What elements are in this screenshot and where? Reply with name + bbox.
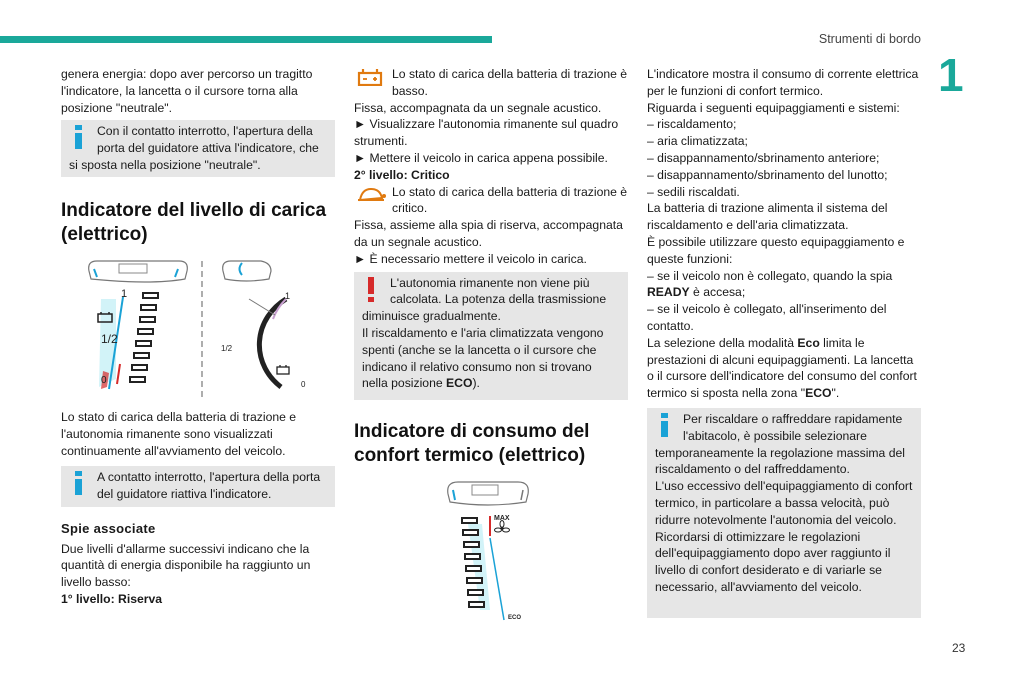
info-note-3-text-b: L'uso eccessivo dell'equipaggiamento di confort termico, in particolare a bassa velocità, può ridurre notevolmente l'autonomia del veicolo. bbox=[655, 479, 913, 527]
low-charge-p2: ► Visualizzare l'autonomia rimanente sul quadro strumenti. bbox=[354, 117, 619, 149]
heading-thermal-comfort: Indicatore di consumo del confort termico (elettrico) bbox=[354, 420, 590, 466]
warning-note-text-b-post: ). bbox=[472, 376, 480, 391]
ready-label: READY bbox=[647, 285, 690, 300]
warning-note-text-a: L'autonomia rimanente non viene più calcolata. La potenza della trasmissione diminuisce gradualmente. bbox=[362, 275, 607, 324]
thermal-p3: La batteria di trazione alimenta il sistema del riscaldamento e dell'aria climatizzata. bbox=[647, 201, 888, 233]
heading-charge-level: Indicatore del livello di carica (elettrico) bbox=[61, 200, 327, 246]
low-charge-item: Lo stato di carica della batteria di trazione è basso. bbox=[354, 66, 628, 100]
info-note-3 bbox=[647, 408, 921, 618]
list-item: – disappannamento/sbrinamento del lunotto; bbox=[647, 167, 888, 182]
thermal-p2: Riguarda i seguenti equipaggiamenti e sistemi: bbox=[647, 100, 900, 115]
thermal-p7: La selezione della modalità Eco limita le prestazioni di alcuni equipaggiamenti. La lancetta o il cursore dell'indicatore del consumo del confort termico si sposta nella zona "ECO". bbox=[647, 335, 917, 401]
critical-p5: ► È necessario mettere il veicolo in carica. bbox=[354, 251, 587, 266]
list-item: – sedili riscaldati. bbox=[647, 184, 740, 199]
battery-icon-right bbox=[277, 365, 289, 374]
charge-level-figure bbox=[61, 259, 335, 405]
label-one-right: 1 bbox=[285, 291, 291, 302]
low-charge-p1: Fissa, accompagnata da un segnale acustico. bbox=[354, 100, 602, 115]
info-note-1-text: Con il contatto interrotto, l'apertura della porta del guidatore attiva l'indicatore, che si sposta nella posizione "neutrale". bbox=[69, 124, 319, 172]
charge-level-paragraph: Lo stato di carica della batteria di trazione e l'autonomia rimanente sono visualizzati continuamente all'avviamento del veicolo. bbox=[61, 410, 297, 458]
level-2-label: 2° livello: Critico bbox=[354, 167, 450, 182]
section-title: Strumenti di bordo bbox=[818, 32, 921, 46]
heading-associated-lights: Spie associate bbox=[61, 520, 156, 536]
critical-p4: Fissa, assieme alla spia di riserva, accompagnata da un segnale acustico. bbox=[354, 218, 623, 249]
thermal-p5: – se il veicolo non è collegato, quando la spia READY è accesa; bbox=[647, 268, 893, 300]
warning-note-text-b-pre: Il riscaldamento e l'aria climatizzata vengono spenti (anche se la lancetta o il cursore che indicano il relativo consumo non si trovano nella posizione bbox=[362, 325, 604, 391]
info-note-3-text-c: Ricordarsi di ottimizzare le regolazioni dell'equipaggiamento dopo aver raggiunto il livello di confort desiderato e di variarle se necessario, all'avviamento del veicolo. bbox=[655, 529, 891, 594]
eco-mode-label: Eco bbox=[797, 335, 820, 350]
warning-icon bbox=[366, 277, 376, 301]
thermal-p4: È possibile utilizzare questo equipaggiamento e queste funzioni: bbox=[647, 234, 905, 266]
thermal-comfort-figure bbox=[354, 480, 628, 630]
info-icon bbox=[73, 125, 83, 149]
column-3 bbox=[647, 66, 921, 618]
info-note-2 bbox=[61, 466, 335, 507]
fan-icon bbox=[495, 520, 510, 532]
label-eco: ECO bbox=[508, 614, 522, 621]
label-half-right: 1/2 bbox=[221, 344, 233, 354]
eco-zone-label: ECO bbox=[805, 386, 832, 401]
page-number: 23 bbox=[952, 641, 966, 655]
info-note-2-text: A contatto interrotto, l'apertura della porta del guidatore riattiva l'indicatore. bbox=[97, 469, 321, 501]
list-item: – disappannamento/sbrinamento anteriore; bbox=[647, 150, 880, 165]
column-2 bbox=[354, 66, 628, 630]
warning-note-eco: ECO bbox=[446, 376, 473, 391]
critical-charge-item: Lo stato di carica della batteria di trazione è critico. bbox=[354, 184, 628, 218]
warning-note bbox=[354, 272, 628, 400]
chapter-number: 1 bbox=[938, 49, 964, 101]
intro-paragraph: genera energia: dopo aver percorso un tragitto l'indicatore, la lancetta o il cursore torna alla posizione "neutrale". bbox=[61, 67, 313, 115]
turtle-icon bbox=[356, 186, 386, 204]
list-item: – aria climatizzata; bbox=[647, 134, 748, 149]
battery-warning-icon bbox=[356, 68, 386, 86]
label-zero-left: 0 bbox=[101, 375, 107, 387]
thermal-p1: L'indicatore mostra il consumo di corrente elettrica per le funzioni di confort termico. bbox=[647, 67, 919, 98]
level-1-label: 1° livello: Riserva bbox=[61, 591, 163, 606]
info-icon bbox=[73, 471, 83, 495]
label-one-left: 1 bbox=[121, 288, 128, 301]
label-half-left: 1/2 bbox=[101, 332, 118, 347]
charge-gauge-illustration bbox=[61, 259, 335, 405]
label-zero-right: 0 bbox=[301, 380, 306, 390]
thermal-cluster-icon bbox=[448, 482, 529, 505]
thermal-p6: – se il veicolo è collegato, all'inserimento del contatto. bbox=[647, 302, 887, 333]
label-max: MAX bbox=[494, 514, 510, 522]
thermal-gauge-illustration bbox=[354, 480, 628, 630]
info-note-1 bbox=[61, 120, 335, 177]
low-charge-p3: ► Mettere il veicolo in carica appena possibile. bbox=[354, 150, 608, 165]
alarm-levels-paragraph: Due livelli d'allarme successivi indicano che la quantità di energia disponibile ha raggiunto un livello basso: bbox=[61, 541, 311, 590]
header-accent-bar bbox=[0, 36, 492, 43]
list-item: – riscaldamento; bbox=[647, 117, 737, 132]
column-1 bbox=[61, 66, 335, 608]
right-cluster-icon bbox=[223, 261, 271, 281]
left-cluster-icon bbox=[89, 261, 188, 282]
info-icon bbox=[659, 413, 669, 437]
info-note-3-text-a: Per riscaldare o raffreddare rapidamente l'abitacolo, è possibile selezionare temporaneamente la regolazione massima del riscaldamento o del raffreddamento. bbox=[655, 411, 905, 477]
